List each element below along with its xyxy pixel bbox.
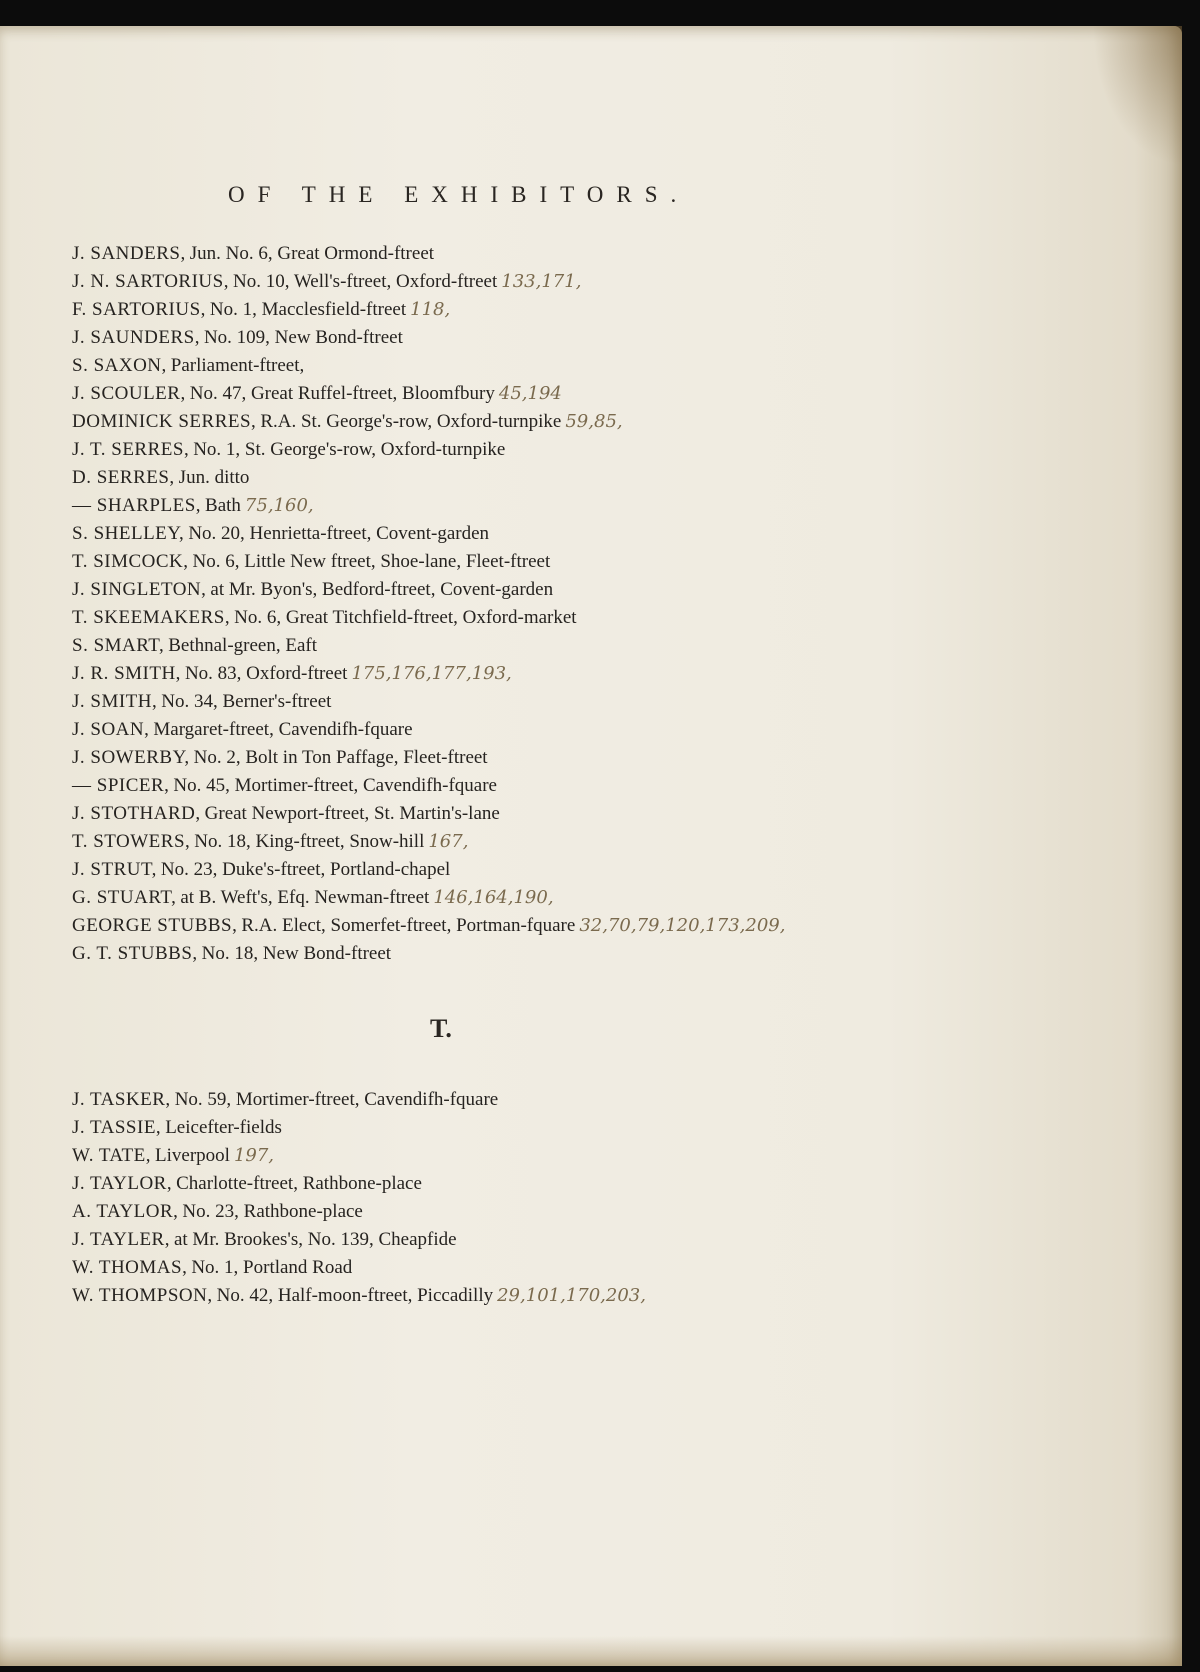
exhibitor-address: No. 45, Mortimer-ftreet, Cavendifh-fquare xyxy=(173,775,497,796)
exhibitor-entry xyxy=(72,716,1112,744)
exhibitor-name: J. TAYLOR, xyxy=(72,1173,173,1194)
exhibitor-entry xyxy=(72,548,1112,576)
exhibitor-entry xyxy=(72,1198,1112,1226)
exhibitor-name: — SHARPLES, xyxy=(72,495,202,516)
exhibitor-name: G. STUART, xyxy=(72,887,177,908)
exhibitor-name: DOMINICK SERRES, xyxy=(72,411,257,432)
exhibitor-name: J. TAYLER, xyxy=(72,1229,170,1250)
exhibitor-entry xyxy=(72,688,1112,716)
exhibitor-entry xyxy=(72,324,1112,352)
exhibitor-name: W. THOMAS, xyxy=(72,1257,188,1278)
exhibitor-name: J. SANDERS, xyxy=(72,243,186,264)
handwritten-catalogue-numbers: 45,194 xyxy=(498,383,562,404)
handwritten-catalogue-numbers: 29,101,170,203, xyxy=(497,1285,646,1306)
exhibitor-entry xyxy=(72,296,1112,324)
exhibitor-address: No. 10, Well's-ftreet, Oxford-ftreet xyxy=(232,271,498,292)
exhibitor-name: S. SHELLEY, xyxy=(72,523,185,544)
exhibitor-entry xyxy=(72,1086,1112,1114)
exhibitor-address: Liverpool xyxy=(155,1145,230,1166)
exhibitor-entry xyxy=(72,492,1112,520)
exhibitor-entry xyxy=(72,380,1112,408)
exhibitor-entry xyxy=(72,772,1112,800)
exhibitor-name: T. SKEEMAKERS, xyxy=(72,607,231,628)
exhibitor-entry xyxy=(72,576,1112,604)
exhibitor-entry xyxy=(72,240,1112,268)
exhibitor-name: T. SIMCOCK, xyxy=(72,551,189,572)
exhibitor-address: No. 47, Great Ruffel-ftreet, Bloomfbury xyxy=(189,383,495,404)
exhibitor-name: J. R. SMITH, xyxy=(72,663,181,684)
exhibitor-address: Bethnal-green, Eaft xyxy=(168,635,317,656)
handwritten-catalogue-numbers: 59,85, xyxy=(565,411,623,432)
exhibitor-address: No. 6, Little New ftreet, Shoe-lane, Fleet-ftreet xyxy=(192,551,551,572)
exhibitor-name: F. SARTORIUS, xyxy=(72,299,206,320)
exhibitor-name: J. T. SERRES, xyxy=(72,439,190,460)
handwritten-catalogue-numbers: 32,70,79,120,173,209, xyxy=(579,915,786,936)
exhibitor-address: at B. Weft's, Efq. Newman-ftreet xyxy=(180,887,430,908)
exhibitor-address: No. 1, St. George's-row, Oxford-turnpike xyxy=(193,439,506,460)
exhibitor-entry xyxy=(72,1226,1112,1254)
exhibitor-address: Margaret-ftreet, Cavendifh-fquare xyxy=(153,719,413,740)
exhibitor-name: J. SOAN, xyxy=(72,719,150,740)
handwritten-catalogue-numbers: 197, xyxy=(233,1145,275,1166)
exhibitor-entry xyxy=(72,268,1112,296)
exhibitor-entry xyxy=(72,352,1112,380)
exhibitor-name: J. SAUNDERS, xyxy=(72,327,200,348)
exhibitor-name: T. STOWERS, xyxy=(72,831,191,852)
exhibitor-address: Jun. ditto xyxy=(178,467,250,488)
exhibitor-address: Parliament-ftreet, xyxy=(170,355,305,376)
exhibitor-address: No. 18, King-ftreet, Snow-hill xyxy=(194,831,425,852)
page-heading: OF THE EXHIBITORS. xyxy=(228,182,690,207)
handwritten-catalogue-numbers: 175,176,177,193, xyxy=(351,663,512,684)
exhibitor-address: No. 1, Macclesfield-ftreet xyxy=(209,299,407,320)
exhibitor-entry xyxy=(72,632,1112,660)
exhibitor-entry xyxy=(72,660,1112,688)
exhibitor-entry xyxy=(72,1282,1112,1310)
exhibitor-address: No. 42, Half-moon-ftreet, Piccadilly xyxy=(216,1285,494,1306)
exhibitor-entry xyxy=(72,1170,1112,1198)
exhibitor-address: at Mr. Brookes's, No. 139, Cheapfide xyxy=(173,1229,457,1250)
exhibitor-address: at Mr. Byon's, Bedford-ftreet, Covent-garden xyxy=(210,579,554,600)
exhibitor-list-t xyxy=(72,1086,1112,1310)
exhibitor-name: GEORGE STUBBS, xyxy=(72,915,238,936)
exhibitor-name: J. STRUT, xyxy=(72,859,157,880)
exhibitor-name: J. N. SARTORIUS, xyxy=(72,271,229,292)
exhibitor-entry xyxy=(72,940,1112,968)
exhibitor-address: R.A. Elect, Somerfet-ftreet, Portman-fquare xyxy=(241,915,576,936)
exhibitor-address: No. 34, Berner's-ftreet xyxy=(161,691,332,712)
exhibitor-name: — SPICER, xyxy=(72,775,170,796)
exhibitor-entry xyxy=(72,744,1112,772)
exhibitor-name: W. TATE, xyxy=(72,1145,152,1166)
exhibitor-entry xyxy=(72,1142,1112,1170)
exhibitor-address: No. 59, Mortimer-ftreet, Cavendifh-fquare xyxy=(174,1089,499,1110)
section-letter-t: T. xyxy=(430,1014,452,1043)
exhibitor-entry xyxy=(72,800,1112,828)
exhibitor-name: S. SAXON, xyxy=(72,355,167,376)
exhibitor-address: No. 23, Duke's-ftreet, Portland-chapel xyxy=(160,859,451,880)
exhibitor-entry xyxy=(72,436,1112,464)
exhibitor-name: J. TASSIE, xyxy=(72,1117,162,1138)
exhibitor-name: J. TASKER, xyxy=(72,1089,171,1110)
handwritten-catalogue-numbers: 118, xyxy=(410,299,451,320)
exhibitor-name: J. STOTHARD, xyxy=(72,803,201,824)
exhibitor-name: G. T. STUBBS, xyxy=(72,943,198,964)
exhibitor-address: Great Newport-ftreet, St. Martin's-lane xyxy=(204,803,500,824)
exhibitor-name: J. SCOULER, xyxy=(72,383,186,404)
exhibitor-address: Charlotte-ftreet, Rathbone-place xyxy=(176,1173,422,1194)
exhibitor-address: No. 83, Oxford-ftreet xyxy=(184,663,348,684)
exhibitor-entry xyxy=(72,1114,1112,1142)
exhibitor-address: No. 109, New Bond-ftreet xyxy=(203,327,403,348)
exhibitor-address: Leicefter-fields xyxy=(165,1117,282,1138)
exhibitor-entry xyxy=(72,856,1112,884)
exhibitor-entry xyxy=(72,884,1112,912)
exhibitor-address: No. 6, Great Titchfield-ftreet, Oxford-market xyxy=(234,607,577,628)
exhibitor-entry xyxy=(72,464,1112,492)
page-corner-wear xyxy=(1092,26,1182,166)
document-page xyxy=(0,26,1182,1666)
exhibitor-address: No. 23, Rathbone-place xyxy=(182,1201,363,1222)
exhibitor-entry xyxy=(72,604,1112,632)
exhibitor-name: J. SMITH, xyxy=(72,691,158,712)
exhibitor-address: No. 20, Henrietta-ftreet, Covent-garden xyxy=(188,523,490,544)
exhibitor-address: No. 18, New Bond-ftreet xyxy=(201,943,392,964)
exhibitor-address: No. 2, Bolt in Ton Paffage, Fleet-ftreet xyxy=(193,747,488,768)
exhibitor-name: D. SERRES, xyxy=(72,467,175,488)
exhibitor-entry xyxy=(72,408,1112,436)
exhibitor-name: A. TAYLOR, xyxy=(72,1201,179,1222)
exhibitor-entry xyxy=(72,912,1112,940)
exhibitor-name: S. SMART, xyxy=(72,635,165,656)
handwritten-catalogue-numbers: 167, xyxy=(428,831,469,852)
exhibitor-address: No. 1, Portland Road xyxy=(191,1257,353,1278)
exhibitor-entry xyxy=(72,828,1112,856)
handwritten-catalogue-numbers: 146,164,190, xyxy=(433,887,554,908)
exhibitor-list-s xyxy=(72,240,1112,968)
exhibitor-address: R.A. St. George's-row, Oxford-turnpike xyxy=(260,411,562,432)
exhibitor-entry xyxy=(72,520,1112,548)
handwritten-catalogue-numbers: 133,171, xyxy=(501,271,582,292)
exhibitor-entry xyxy=(72,1254,1112,1282)
handwritten-catalogue-numbers: 75,160, xyxy=(244,495,314,516)
exhibitor-name: J. SOWERBY, xyxy=(72,747,190,768)
exhibitor-address: Bath xyxy=(205,495,241,516)
exhibitor-address: Jun. No. 6, Great Ormond-ftreet xyxy=(189,243,435,264)
exhibitor-name: J. SINGLETON, xyxy=(72,579,207,600)
exhibitor-name: W. THOMPSON, xyxy=(72,1285,213,1306)
